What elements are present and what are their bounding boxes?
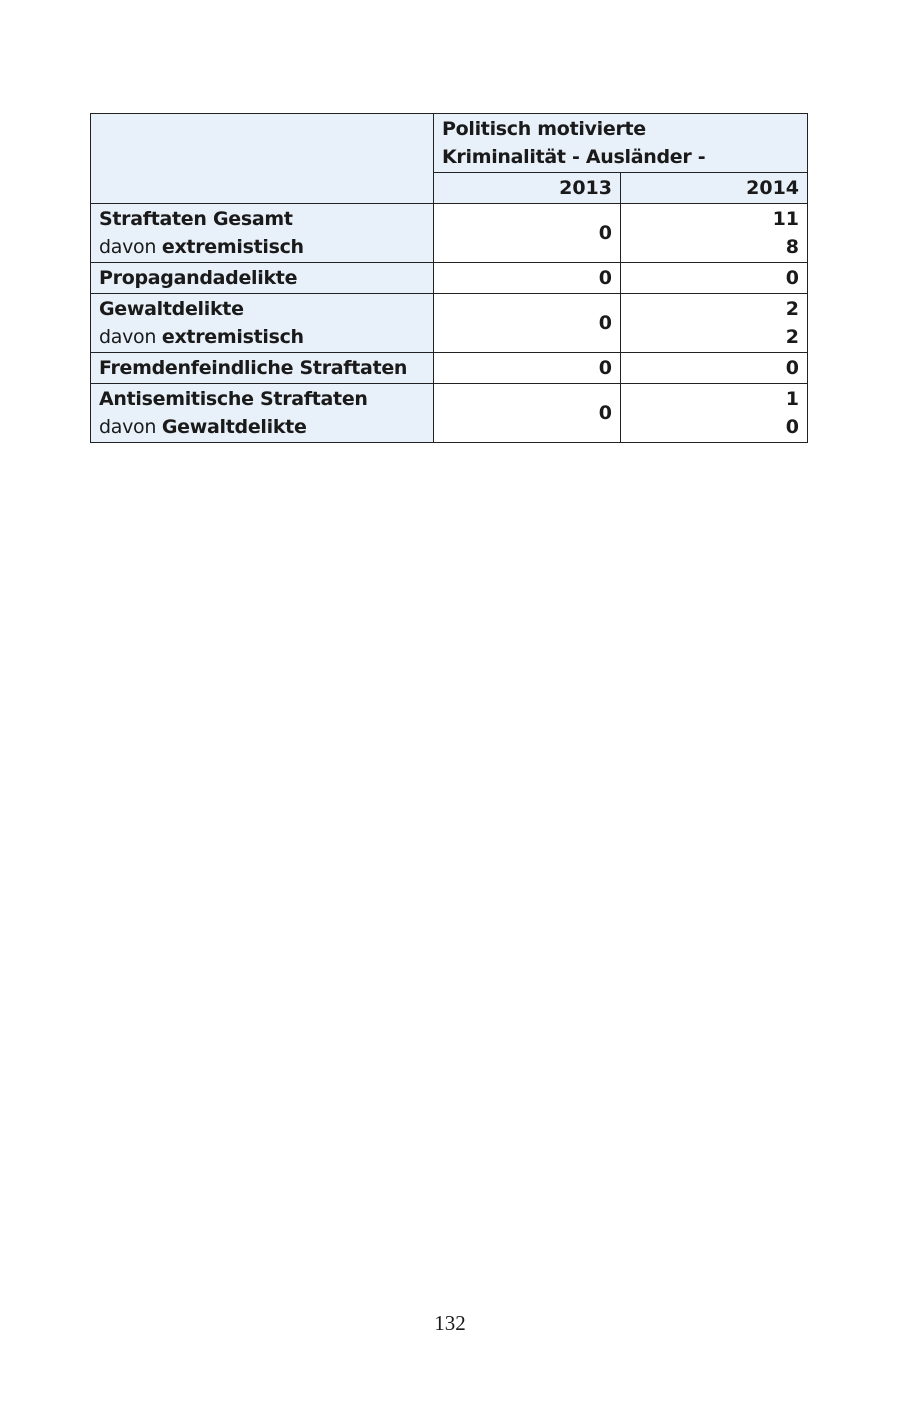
value-2014 [621, 384, 808, 443]
value-2014-sub: 0 [785, 416, 800, 438]
header-empty-cell [91, 114, 434, 204]
row-label-cell [91, 353, 434, 384]
value-2014-main: 11 [772, 208, 800, 230]
value-2014-sub: 8 [785, 236, 800, 258]
row-label: Straftaten Gesamt [99, 208, 293, 230]
row-label-cell [91, 384, 434, 443]
row-label: Propagandadelikte [99, 267, 298, 289]
table-row-gewaltdelikte [91, 294, 808, 353]
table-row-propagandadelikte [91, 263, 808, 294]
header-title-cell [434, 114, 808, 173]
table-row-antisemitische-straftaten [91, 384, 808, 443]
row-label: Antisemitische Straftaten [99, 388, 368, 410]
row-sub-label: davon Gewaltdelikte [99, 416, 307, 438]
table-header-row [91, 114, 808, 173]
row-label-cell [91, 263, 434, 294]
row-sub-label: davon extremistisch [99, 236, 304, 258]
statistics-table [90, 113, 808, 443]
value-2013: 0 [434, 353, 621, 384]
year-2013-header: 2013 [434, 173, 621, 204]
row-label-cell [91, 294, 434, 353]
row-label-cell [91, 204, 434, 263]
page-number: 132 [434, 1311, 466, 1335]
value-2013: 0 [434, 204, 621, 263]
value-2014-sub: 2 [785, 326, 800, 348]
value-2013: 0 [434, 294, 621, 353]
row-label: Gewaltdelikte [99, 298, 244, 320]
value-2014 [621, 204, 808, 263]
value-2014-main: 1 [785, 388, 800, 410]
value-2013: 0 [434, 263, 621, 294]
year-2014-header: 2014 [621, 173, 808, 204]
value-2014: 0 [621, 263, 808, 294]
table-row-straftaten-gesamt [91, 204, 808, 263]
value-2014 [621, 294, 808, 353]
value-2013: 0 [434, 384, 621, 443]
row-sub-label: davon extremistisch [99, 326, 304, 348]
value-2014-main: 2 [785, 298, 800, 320]
value-2014: 0 [621, 353, 808, 384]
header-title-line1: Politisch motivierte [442, 118, 646, 140]
row-label: Fremdenfeindliche Straftaten [99, 357, 408, 379]
table-row-fremdenfeindliche-straftaten [91, 353, 808, 384]
header-title-line2: Kriminalität - Ausländer - [442, 146, 706, 168]
